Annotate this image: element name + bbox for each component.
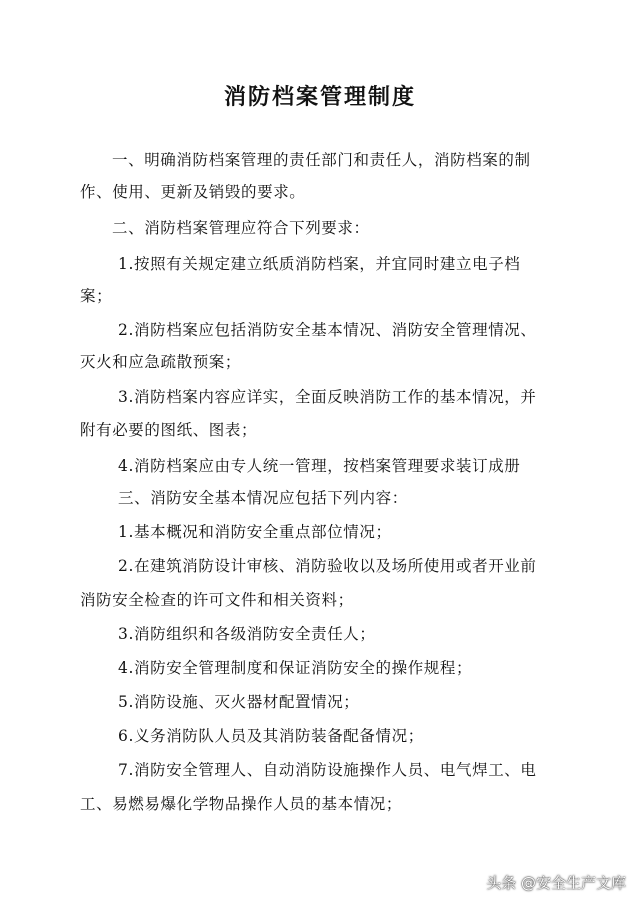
paragraph-line: 三、消防安全基本情况应包括下列内容： bbox=[118, 489, 408, 507]
paragraph-line: 3.消防档案内容应详实，全面反映消防工作的基本情况，并 bbox=[118, 388, 537, 406]
paragraph-line: 灭火和应急疏散预案； bbox=[80, 353, 242, 371]
paragraph-line: 1.基本概况和消防安全重点部位情况； bbox=[118, 523, 392, 541]
paragraph-line: 工、易燃易爆化学物品操作人员的基本情况； bbox=[80, 795, 403, 813]
paragraph-line: 6.义务消防队人员及其消防装备配备情况； bbox=[118, 727, 424, 745]
paragraph-line: 2.消防档案应包括消防安全基本情况、消防安全管理情况、 bbox=[118, 321, 537, 339]
watermark: 头条 @安全生产文库 bbox=[486, 874, 626, 892]
paragraph-line: 5.消防设施、灭火器材配置情况； bbox=[118, 693, 360, 711]
document-title: 消防档案管理制度 bbox=[223, 85, 416, 110]
paragraph-line: 7.消防安全管理人、自动消防设施操作人员、电气焊工、电 bbox=[118, 761, 537, 779]
paragraph-line: 2.在建筑消防设计审核、消防验收以及场所使用或者开业前 bbox=[118, 557, 537, 575]
paragraph-line: 案； bbox=[80, 287, 113, 305]
paragraph-line: 附有必要的图纸、图表； bbox=[80, 421, 258, 439]
paragraph-line: 二、消防档案管理应符合下列要求： bbox=[112, 219, 370, 237]
paragraph-line: 作、使用、更新及销毁的要求。 bbox=[80, 183, 306, 201]
paragraph-line: 4.消防安全管理制度和保证消防安全的操作规程； bbox=[118, 659, 473, 677]
paragraph-line: 一、明确消防档案管理的责任部门和责任人，消防档案的制 bbox=[112, 151, 531, 169]
paragraph-line: 1.按照有关规定建立纸质消防档案，并宜同时建立电子档 bbox=[118, 255, 521, 273]
paragraph-line: 消防安全检查的许可文件和相关资料； bbox=[80, 591, 354, 609]
paragraph-line: 3.消防组织和各级消防安全责任人； bbox=[118, 625, 376, 643]
paragraph-line: 4.消防档案应由专人统一管理，按档案管理要求装订成册 bbox=[118, 457, 521, 475]
